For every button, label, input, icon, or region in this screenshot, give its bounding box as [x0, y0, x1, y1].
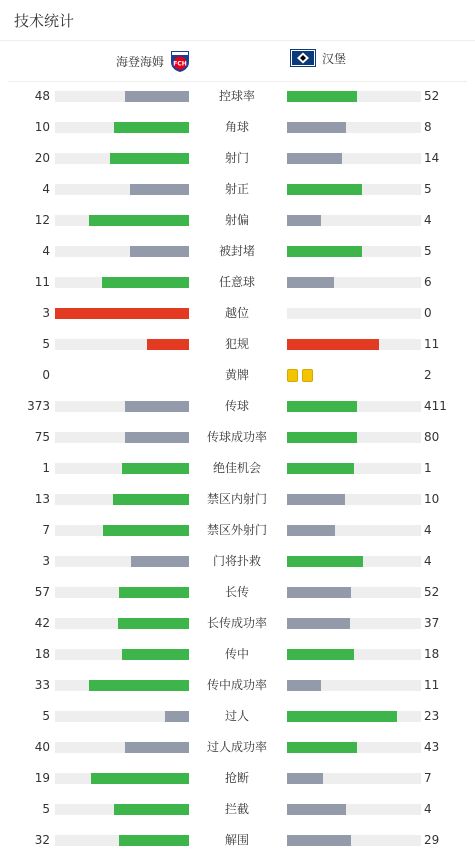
away-stat-bar	[287, 246, 421, 257]
stat-label: 被封堵	[218, 244, 255, 258]
home-stat-bar	[55, 153, 189, 164]
stat-row[interactable]	[0, 670, 475, 701]
stat-row[interactable]	[0, 391, 475, 422]
stat-row[interactable]	[0, 732, 475, 763]
home-stat-bar-fill	[119, 835, 189, 846]
home-stat-bar-fill	[114, 122, 189, 133]
home-stat-bar	[55, 494, 189, 505]
home-stat-bar	[55, 711, 189, 722]
stat-label: 长传成功率	[206, 616, 267, 630]
home-stat-value: 75	[34, 430, 50, 444]
away-stat-value: 4	[424, 802, 432, 816]
away-stat-value: 7	[424, 771, 432, 785]
yellow-card-icon	[287, 369, 298, 382]
away-stat-value: 80	[424, 430, 440, 444]
stat-row[interactable]	[0, 112, 475, 143]
away-stat-bar	[287, 339, 421, 350]
stat-row[interactable]	[0, 484, 475, 515]
stat-row[interactable]	[0, 825, 475, 856]
stat-label: 长传	[224, 585, 249, 599]
stat-label: 任意球	[218, 275, 255, 289]
home-stat-value: 5	[42, 709, 50, 723]
away-stat-bar	[287, 742, 421, 753]
stat-label: 解围	[224, 833, 249, 847]
stat-row[interactable]	[0, 360, 475, 391]
away-stat-bar-fill	[287, 742, 357, 753]
home-stat-bar-fill	[118, 618, 189, 629]
away-stat-bar	[287, 804, 421, 815]
home-stat-value: 10	[34, 120, 50, 134]
stat-label: 过人成功率	[206, 740, 267, 754]
stat-label: 传中成功率	[206, 678, 267, 692]
away-stat-value: 4	[424, 554, 432, 568]
away-stat-bar-fill	[287, 804, 346, 815]
home-stat-value: 42	[34, 616, 50, 630]
stat-row[interactable]	[0, 298, 475, 329]
home-stat-bar	[55, 339, 189, 350]
svg-text:FCH: FCH	[173, 60, 187, 68]
home-stat-bar-fill	[102, 277, 189, 288]
away-stat-bar	[287, 91, 421, 102]
stat-row[interactable]	[0, 794, 475, 825]
home-stat-value: 5	[42, 337, 50, 351]
away-stat-bar	[287, 184, 421, 195]
away-stat-bar-fill	[287, 401, 357, 412]
page-title: 技术统计	[14, 12, 75, 30]
home-stat-bar	[55, 680, 189, 691]
stat-row[interactable]	[0, 143, 475, 174]
home-stat-bar	[55, 773, 189, 784]
home-stat-value: 40	[34, 740, 50, 754]
away-stat-value: 411	[424, 399, 447, 413]
stat-row[interactable]	[0, 608, 475, 639]
home-stat-bar-fill	[131, 556, 189, 567]
away-stat-bar-fill	[287, 649, 354, 660]
away-stat-value: 52	[424, 89, 440, 103]
stat-label: 过人	[224, 709, 249, 723]
home-stat-bar	[55, 804, 189, 815]
home-stat-bar-fill	[89, 680, 190, 691]
away-stat-value: 14	[424, 151, 440, 165]
home-stat-bar	[55, 308, 189, 319]
home-stat-bar-fill	[130, 184, 189, 195]
away-stat-value: 4	[424, 213, 432, 227]
away-stat-bar-fill	[287, 91, 357, 102]
away-stat-value: 23	[424, 709, 440, 723]
home-stat-value: 18	[34, 647, 50, 661]
away-stat-bar-fill	[287, 587, 351, 598]
home-stat-bar-fill	[91, 773, 189, 784]
away-stat-bar	[287, 618, 421, 629]
stat-row[interactable]	[0, 546, 475, 577]
stat-label: 控球率	[218, 89, 255, 103]
stat-label: 射偏	[224, 213, 249, 227]
stat-label: 射正	[224, 182, 249, 196]
stat-row[interactable]	[0, 515, 475, 546]
stat-row[interactable]	[0, 174, 475, 205]
yellow-card-icon	[302, 369, 313, 382]
away-stat-value: 5	[424, 182, 432, 196]
away-stat-bar	[287, 153, 421, 164]
stat-label: 越位	[224, 306, 249, 320]
stat-label: 绝佳机会	[212, 461, 261, 475]
away-stat-bar	[287, 277, 421, 288]
away-stat-bar-fill	[287, 773, 323, 784]
away-stat-bar-fill	[287, 494, 345, 505]
away-stat-value: 4	[424, 523, 432, 537]
home-stat-value: 0	[42, 368, 50, 382]
home-stat-bar	[55, 649, 189, 660]
home-stat-bar	[55, 742, 189, 753]
home-stat-bar	[55, 215, 189, 226]
home-stat-value: 13	[34, 492, 50, 506]
home-stat-bar-fill	[125, 742, 189, 753]
home-stat-bar	[55, 277, 189, 288]
home-stat-bar	[55, 556, 189, 567]
away-stat-bar	[287, 773, 421, 784]
stat-label: 门将扑救	[212, 554, 261, 568]
away-stat-bar	[287, 711, 421, 722]
stat-row[interactable]	[0, 205, 475, 236]
away-team[interactable]	[290, 49, 346, 67]
away-stat-bar-fill	[287, 835, 351, 846]
home-stat-bar-fill	[125, 432, 189, 443]
away-stat-value: 2	[424, 368, 432, 382]
away-stat-bar	[287, 587, 421, 598]
home-stat-value: 20	[34, 151, 50, 165]
stat-label: 传球成功率	[206, 430, 267, 444]
home-team-name: 海登海姆	[115, 54, 164, 69]
away-team-name: 汉堡	[322, 51, 347, 66]
stat-row[interactable]	[0, 267, 475, 298]
home-stat-bar-fill	[165, 711, 189, 722]
home-stat-bar-fill	[113, 494, 189, 505]
home-stat-bar-fill	[125, 401, 189, 412]
away-stat-bar-fill	[287, 339, 379, 350]
away-team-crest-icon	[290, 49, 316, 67]
stat-row[interactable]	[0, 422, 475, 453]
home-stat-bar	[55, 246, 189, 257]
stat-label: 抢断	[224, 771, 249, 785]
away-stat-value: 6	[424, 275, 432, 289]
home-stat-bar	[55, 618, 189, 629]
home-stat-bar-fill	[122, 649, 189, 660]
home-team[interactable]	[116, 49, 190, 73]
home-stat-bar-fill	[110, 153, 189, 164]
home-stat-bar-fill	[147, 339, 189, 350]
away-stat-value: 29	[424, 833, 440, 847]
home-stat-value: 5	[42, 802, 50, 816]
home-stat-bar-fill	[89, 215, 190, 226]
home-stat-value: 33	[34, 678, 50, 692]
away-stat-bar	[287, 835, 421, 846]
away-stat-bar-fill	[287, 432, 357, 443]
away-stat-value: 43	[424, 740, 440, 754]
stat-row[interactable]	[0, 453, 475, 484]
away-stat-bar	[287, 432, 421, 443]
away-stat-bar	[287, 494, 421, 505]
away-stat-value: 52	[424, 585, 440, 599]
stat-label: 传球	[224, 399, 249, 413]
away-stat-bar	[287, 525, 421, 536]
home-stat-value: 48	[34, 89, 50, 103]
away-stat-bar	[287, 215, 421, 226]
home-stat-bar	[55, 401, 189, 412]
home-stat-value: 3	[42, 306, 50, 320]
home-stat-bar	[55, 122, 189, 133]
home-stat-bar-fill	[125, 91, 189, 102]
stat-label: 禁区外射门	[206, 523, 267, 537]
home-stat-bar	[55, 184, 189, 195]
away-stat-bar-fill	[287, 556, 363, 567]
stat-label: 射门	[224, 151, 249, 165]
stat-label: 拦截	[224, 802, 249, 816]
home-stat-bar-fill	[103, 525, 189, 536]
stat-row[interactable]	[0, 763, 475, 794]
away-stat-bar	[287, 401, 421, 412]
home-stat-value: 7	[42, 523, 50, 537]
stat-row[interactable]	[0, 236, 475, 267]
away-stat-bar	[287, 680, 421, 691]
home-stat-value: 373	[27, 399, 50, 413]
home-stat-bar	[55, 587, 189, 598]
home-stat-bar	[55, 432, 189, 443]
team-header	[8, 41, 467, 82]
stat-label: 传中	[224, 647, 249, 661]
away-stat-value: 8	[424, 120, 432, 134]
stat-row[interactable]	[0, 701, 475, 732]
home-stat-bar-fill	[130, 246, 189, 257]
home-stat-value: 19	[34, 771, 50, 785]
away-stat-bar-fill	[287, 215, 321, 226]
away-stat-value: 0	[424, 306, 432, 320]
away-stat-value: 10	[424, 492, 440, 506]
stat-label: 黄牌	[224, 368, 249, 382]
away-stat-bar-fill	[287, 711, 397, 722]
away-stat-bar-fill	[287, 184, 362, 195]
stat-row[interactable]	[0, 639, 475, 670]
away-stat-bar-fill	[287, 463, 354, 474]
stat-label: 角球	[224, 120, 249, 134]
stat-row[interactable]	[0, 329, 475, 360]
stat-label: 犯规	[224, 337, 249, 351]
away-stat-value: 1	[424, 461, 432, 475]
home-stat-bar-fill	[114, 804, 189, 815]
home-stat-value: 32	[34, 833, 50, 847]
away-stat-bar	[287, 463, 421, 474]
home-stat-value: 1	[42, 461, 50, 475]
away-stat-bar	[287, 556, 421, 567]
away-stat-bar-fill	[287, 525, 335, 536]
home-team-crest-icon	[170, 49, 190, 73]
home-stat-bar-fill	[119, 587, 189, 598]
home-stat-bar-fill	[55, 308, 189, 319]
stats-list	[0, 81, 475, 856]
home-stat-value: 11	[34, 275, 50, 289]
away-stat-value: 11	[424, 678, 440, 692]
away-stat-value: 11	[424, 337, 440, 351]
home-stat-value: 4	[42, 244, 50, 258]
away-stat-bar-fill	[287, 680, 321, 691]
stat-row[interactable]	[0, 81, 475, 112]
away-stat-bar	[287, 122, 421, 133]
away-stat-bar-fill	[287, 618, 350, 629]
away-stat-value: 37	[424, 616, 440, 630]
home-stat-bar	[55, 463, 189, 474]
stat-row[interactable]	[0, 577, 475, 608]
home-stat-value: 12	[34, 213, 50, 227]
away-stat-bar-fill	[287, 122, 346, 133]
away-stat-bar	[287, 649, 421, 660]
home-stat-value: 3	[42, 554, 50, 568]
home-stat-value: 4	[42, 182, 50, 196]
away-stat-bar-fill	[287, 153, 342, 164]
away-yellow-cards	[287, 369, 317, 382]
away-stat-value: 5	[424, 244, 432, 258]
away-stat-value: 18	[424, 647, 440, 661]
home-stat-bar	[55, 835, 189, 846]
away-stat-bar-fill	[287, 277, 334, 288]
home-stat-bar-fill	[122, 463, 189, 474]
home-stat-bar	[55, 91, 189, 102]
stat-label: 禁区内射门	[206, 492, 267, 506]
away-stat-bar	[287, 308, 421, 319]
home-stat-bar	[55, 525, 189, 536]
home-stat-value: 57	[34, 585, 50, 599]
away-stat-bar-fill	[287, 246, 362, 257]
